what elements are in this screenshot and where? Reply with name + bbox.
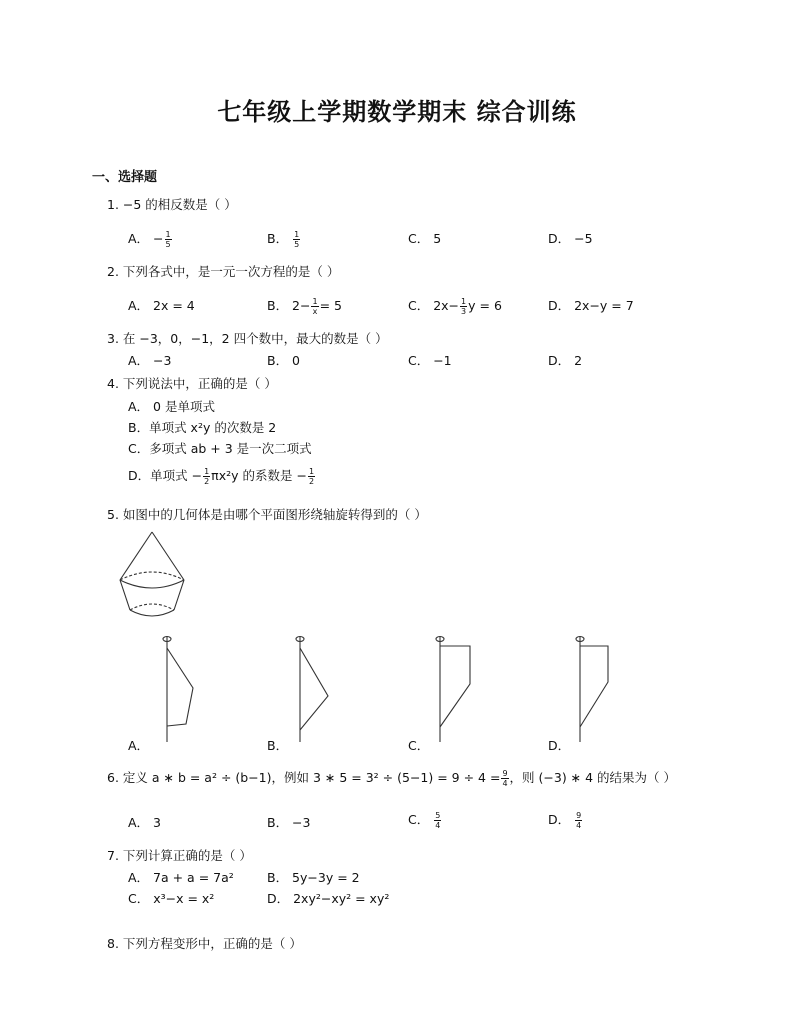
q6-option-d: D． $\frac{9}{4}$	[548, 811, 582, 830]
page-title: 七年级上学期数学期末 综合训练	[217, 98, 577, 126]
q2-option-c: C． 2x− $\frac{1}{3}$ y = 6	[408, 297, 502, 316]
q1-option-a: A． − $\frac{1}{5}$	[128, 230, 171, 249]
q6-option-b: B． −3	[267, 815, 311, 830]
q5-option-c: C．	[408, 738, 430, 753]
q7-option-a: A． 7a + a = 7a²	[128, 870, 234, 885]
question-7: 7. 下列计算正确的是（ ）	[107, 848, 252, 863]
question-1: 1. −5 的相反数是（ ）	[107, 197, 237, 212]
q7-option-c: C． x³−x = x²	[128, 891, 215, 906]
q3-option-a: A． −3	[128, 353, 172, 368]
option-d-figure	[568, 632, 628, 744]
q3-option-d: D． 2	[548, 353, 583, 368]
option-a-figure	[150, 632, 210, 744]
q3-option-c: C． −1	[408, 353, 452, 368]
q7-option-d: D． 2xy²−xy² = xy²	[267, 891, 390, 906]
option-b-figure	[288, 632, 348, 744]
q5-option-b: B．	[267, 738, 289, 753]
q3-option-b: B． 0	[267, 353, 301, 368]
q4-option-a: A． 0 是单项式	[128, 399, 215, 414]
q2-option-a: A． 2x = 4	[128, 298, 195, 313]
q5-option-d: D．	[548, 738, 571, 753]
q1-option-b: B． $\frac{1}{5}$	[267, 230, 300, 249]
q1-option-c: C． 5	[408, 231, 442, 246]
cone-frustum-solid-figure	[112, 528, 192, 624]
q1-option-d: D． −5	[548, 231, 593, 246]
section-heading: 一、选择题	[92, 170, 158, 185]
q2-option-b: B． 2− $\frac{1}{x}$ = 5	[267, 297, 342, 316]
q6-option-a: A． 3	[128, 815, 161, 830]
question-4: 4. 下列说法中，正确的是（ ）	[107, 376, 277, 391]
q5-option-a: A．	[128, 738, 150, 753]
option-c-figure	[428, 632, 488, 744]
q6-option-c: C． $\frac{5}{4}$	[408, 811, 441, 830]
q4-option-b: B．单项式 x²y 的次数是 2	[128, 420, 277, 435]
question-8: 8. 下列方程变形中，正确的是（ ）	[107, 936, 302, 951]
q4-option-d: D．单项式 − $\frac{1}{2}$ πx²y 的系数是 − $\frac{1}{2}$	[128, 467, 315, 486]
q7-option-b: B． 5y−3y = 2	[267, 870, 360, 885]
question-5: 5. 如图中的几何体是由哪个平面图形绕轴旋转得到的（ ）	[107, 507, 427, 522]
q4-option-c: C．多项式 ab + 3 是一次二项式	[128, 441, 312, 456]
question-2: 2. 下列各式中，是一元一次方程的是（ ）	[107, 264, 340, 279]
question-6: 6. 定义 a ∗ b = a² ÷ (b−1)，例如 3 ∗ 5 = 3² ÷ (5−1) = 9 ÷ 4 = $\frac{9}{4}$ ，则 (−3) ∗ 4 的结果为（ ）	[107, 769, 677, 788]
q2-option-d: D． 2x−y = 7	[548, 298, 634, 313]
question-3: 3. 在 −3，0，−1，2 四个数中，最大的数是（ ）	[107, 331, 388, 346]
